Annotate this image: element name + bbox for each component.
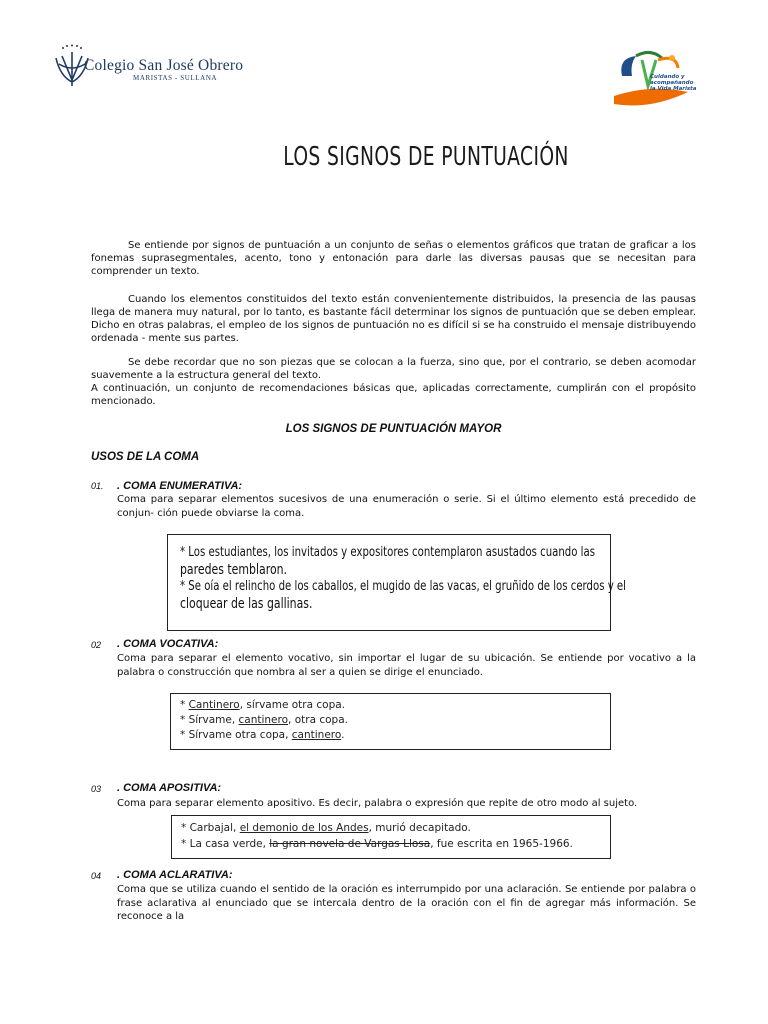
- section-title: . COMA APOSITIVA:: [117, 782, 222, 794]
- example-line: * Se oía el relincho de los caballos, el mugido de las vacas, el gruñido de los cerdos y el: [180, 579, 626, 594]
- intro-paragraph-2: Cuando los elementos constituidos del texto están convenientemente distribuidos, la presencia de las pausas llega de manera muy natural, por lo tanto, es bastante fácil determinar los signos de puntuación que se deben emplear. Dicho en otras palabras, el empleo de los signos de puntuación no es difícil si se ha construido el mensaje distribuyendo ordenada - mente sus partes.: [91, 294, 696, 344]
- document-title: LOS SIGNOS DE PUNTUACIÓN: [283, 142, 569, 172]
- section-text: Coma que se utiliza cuando el sentido de la oración es interrumpido por una aclaración. Se entiende por palabra o frase aclarativa al enunciado que se intercala dentro de la oración con el fin de agregar más información. Se reconoce a la: [117, 884, 696, 922]
- example-line: paredes temblaron.: [180, 562, 288, 578]
- section-text: Coma para separar elemento apositivo. Es decir, palabra o expresión que repite de otro modo al sujeto.: [117, 798, 638, 809]
- section-number: 01.: [91, 481, 104, 491]
- section-number: 03: [91, 784, 102, 794]
- example-box-vocativa: [170, 693, 611, 750]
- example-line: cloquear de las gallinas.: [180, 596, 313, 612]
- example-line: * Los estudiantes, los invitados y expositores contemplaron asustados cuando las: [180, 545, 595, 560]
- example-box-enumerativa: [167, 534, 626, 631]
- school-name: Colegio San José Obrero: [84, 57, 244, 74]
- subheading: USOS DE LA COMA: [91, 451, 200, 463]
- intro-paragraph-1: Se entiende por signos de puntuación a un conjunto de señas o elementos gráficos que tratan de graficar a los fonemas suprasegmentales, acento, tono y entonación para darle las diversas pausas que se necesitan para comprender un texto.: [91, 240, 696, 277]
- example-line: * Cantinero, sírvame otra copa.: [180, 699, 346, 711]
- section-heading: LOS SIGNOS DE PUNTUACIÓN MAYOR: [285, 423, 502, 435]
- section-title: . COMA ENUMERATIVA:: [117, 480, 243, 492]
- marist-logo-text: Cuidando y acompañando la Vida Marista: [650, 74, 697, 92]
- section-number: 02: [91, 640, 102, 650]
- school-logo: [50, 42, 280, 92]
- section-text: Coma para separar el elemento vocativo, sin importar el lugar de su ubicación. Se entiende por vocativo a la palabra o construcción que nombra al ser a quien se dirige el enunciado.: [117, 653, 696, 678]
- school-subtitle: MARISTAS - SULLANA: [133, 74, 218, 82]
- section-number: 04: [91, 871, 102, 881]
- example-line: * Sírvame, cantinero, otra copa.: [180, 714, 348, 726]
- intro-paragraph-3: Se debe recordar que no son piezas que se colocan a la fuerza, sino que, por el contrario, se deben acomodar suavemente a la estructura general del texto.: [91, 357, 696, 381]
- intro-paragraph-4: A continuación, un conjunto de recomendaciones básicas que, aplicadas correctamente, cumplirán con el propósito mencionado.: [91, 383, 696, 407]
- section-title: . COMA VOCATIVA:: [117, 638, 219, 650]
- marist-logo: [610, 46, 697, 114]
- example-line: * Carbajal, el demonio de los Andes, murió decapitado.: [181, 822, 471, 834]
- example-line: * La casa verde, la gran novela de Vargas Llosa, fue escrita en 1965-1966.: [181, 838, 573, 850]
- example-line: * Sírvame otra copa, cantinero.: [180, 729, 345, 741]
- section-text: Coma para separar elementos sucesivos de una enumeración o serie. Si el último elemento está precedido de conjun- ción puede obviarse la coma.: [117, 494, 696, 519]
- example-box-apositiva: [171, 815, 611, 859]
- section-title: . COMA ACLARATIVA:: [117, 869, 233, 881]
